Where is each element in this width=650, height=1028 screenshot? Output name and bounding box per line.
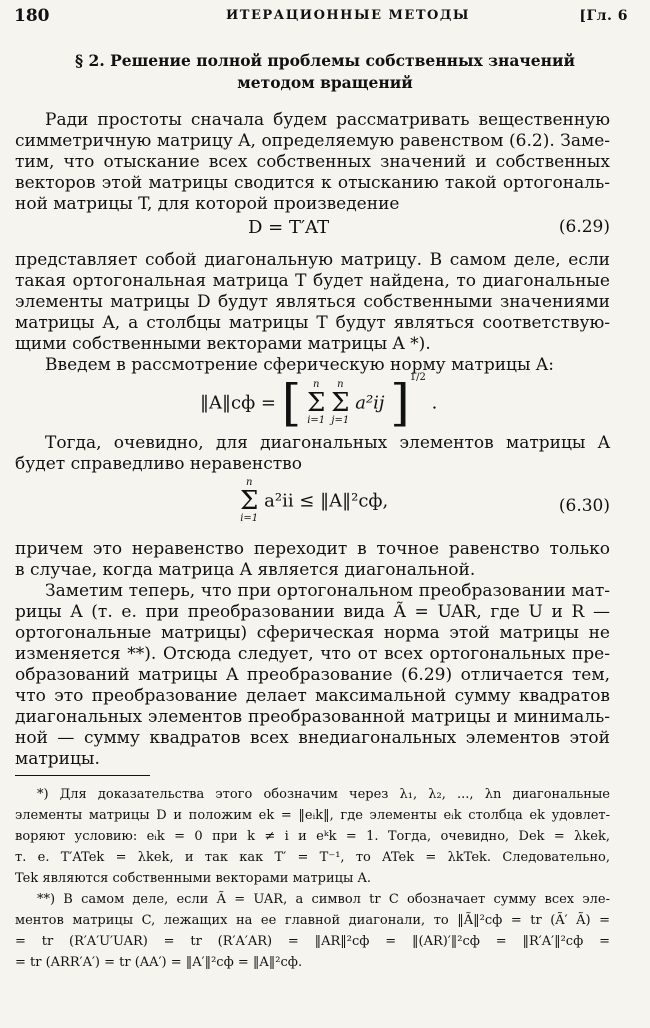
section-title [20, 50, 630, 94]
sum-lower: i=1 [307, 415, 326, 426]
text-line: щими собственными векторами матрицы A *). [15, 334, 431, 354]
text-line: диагональных элементов преобразованной матрицы и минималь- [15, 707, 610, 727]
text-line: векторов этой матрицы сводится к отысканию такой ортогональ- [15, 173, 610, 193]
text-line: будет справедливо неравенство [15, 454, 302, 474]
inequality-rhs: a²ii ≤ ‖A‖²сф, [264, 490, 389, 512]
footnote-divider [15, 775, 150, 776]
footnote-line: = tr (ARR′A′) = tr (AA′) = ‖A′‖²сф = ‖A‖²сф. [15, 955, 303, 970]
text-line: ортогональные матрицы) сферическая норма этой матрицы не [15, 623, 610, 643]
sum-symbol-j: n Σ j=1 [331, 379, 350, 426]
sum-upper: n [337, 379, 344, 390]
text-line: симметричную матрицу A, определяемую равенством (6.2). Заме- [15, 131, 610, 151]
text-line: Тогда, очевидно, для диагональных элементов матрицы A [45, 433, 610, 453]
page-number: 180 [14, 6, 50, 26]
text-line: образований матрицы A преобразование (6.29) отличается тем, [15, 665, 610, 685]
page-header [14, 6, 628, 30]
text-line: представляет собой диагональную матрицу. В самом деле, если [15, 250, 610, 270]
left-bracket: [ [281, 374, 302, 432]
text-line: причем это неравенство переходит в точное равенство только [15, 539, 610, 559]
footnote-line: воряют условию: eᵢk = 0 при k ≠ i и eᵏk = 1. Тогда, очевидно, Dek = λkek, [15, 829, 610, 844]
footnote-line: т. е. T′ATek = λkek, и так как T′ = T⁻¹, то ATek = λkTek. Следовательно, [15, 850, 610, 865]
equation-6-30 [240, 478, 388, 524]
sum-upper: n [245, 477, 253, 488]
equation-6-29: D = T′AT [248, 217, 330, 238]
footnote-line: *) Для доказательства этого обозначим через λ₁, λ₂, ..., λn диагональные [37, 787, 610, 802]
footnote-line: Tek являются собственными векторами матрицы A. [15, 871, 372, 886]
norm-lhs: ‖A‖сф = [200, 392, 276, 414]
text-line: ной матрицы T, для которой произведение [15, 194, 400, 214]
text-line: Ради простоты сначала будем рассматривать вещественную [45, 110, 610, 130]
text-line: элементы матрицы D будут являться собственными значениями [15, 292, 610, 312]
section-title-line: методом вращений [237, 73, 413, 92]
text-line: Введем в рассмотрение сферическую норму матрицы A: [45, 355, 554, 375]
footnote-line: **) В самом деле, если Ã = UAR, а символ tr C обозначает сумму всех эле- [37, 892, 610, 907]
text-line: рицы A (т. е. при преобразовании вида Ã = UAR, где U и R — [15, 602, 610, 622]
section-title-line: § 2. Решение полной проблемы собственных значений [75, 51, 575, 70]
running-title: ИТЕРАЦИОННЫЕ МЕТОДЫ [226, 8, 470, 23]
footnote-line: ментов матрицы C, лежащих на ее главной диагонали, то ‖Ã‖²сф = tr (Ã′ Ã) = [15, 913, 610, 928]
text-line: изменяется **). Отсюда следует, что от всех ортогональных пре- [15, 644, 610, 664]
equation-number: (6.30) [558, 496, 610, 516]
norm-exponent: 1/2 [409, 372, 426, 383]
text-line: в случае, когда матрица A является диагональной. [15, 560, 476, 580]
right-bracket: ] [390, 374, 410, 432]
text-line: матрицы A, а столбцы матрицы T будут являться соответствую- [15, 313, 610, 333]
sum-lower: j=1 [331, 415, 350, 426]
sum-lower: i=1 [240, 513, 259, 524]
norm-term: a²ij [355, 392, 385, 414]
text-line: такая ортогональная матрица T будет найдена, то диагональные [15, 271, 610, 291]
text-line: что это преобразование делает максимальной сумму квадратов [15, 686, 610, 706]
equation-number: (6.29) [558, 217, 610, 237]
text-line: матрицы. [15, 749, 100, 769]
chapter-label: [Гл. 6 [579, 8, 628, 24]
footnote-line: = tr (R′A′U′UAR) = tr (R′A′AR) = ‖AR‖²сф = ‖(AR)′‖²сф = ‖R′A′‖²сф = [15, 934, 610, 949]
sum-upper: n [312, 379, 320, 390]
text-line: Заметим теперь, что при ортогональном преобразовании мат- [45, 581, 610, 601]
sum-symbol: n Σ i=1 [240, 477, 259, 524]
footnote-line: элементы матрицы D и положим ek = ‖eᵢk‖, где элементы eᵢk столбца ek удовлет- [15, 808, 610, 823]
text-line: ной — сумму квадратов всех внедиагональных элементов этой [15, 728, 610, 748]
sum-symbol-i: n Σ i=1 [306, 379, 326, 426]
text-line: тим, что отыскание всех собственных значений и собственных [15, 152, 610, 172]
norm-formula: ‖A‖сф = [ n Σ i=1 n Σ j=1 a²ij ]$^{1/2}$ . [200, 372, 438, 432]
